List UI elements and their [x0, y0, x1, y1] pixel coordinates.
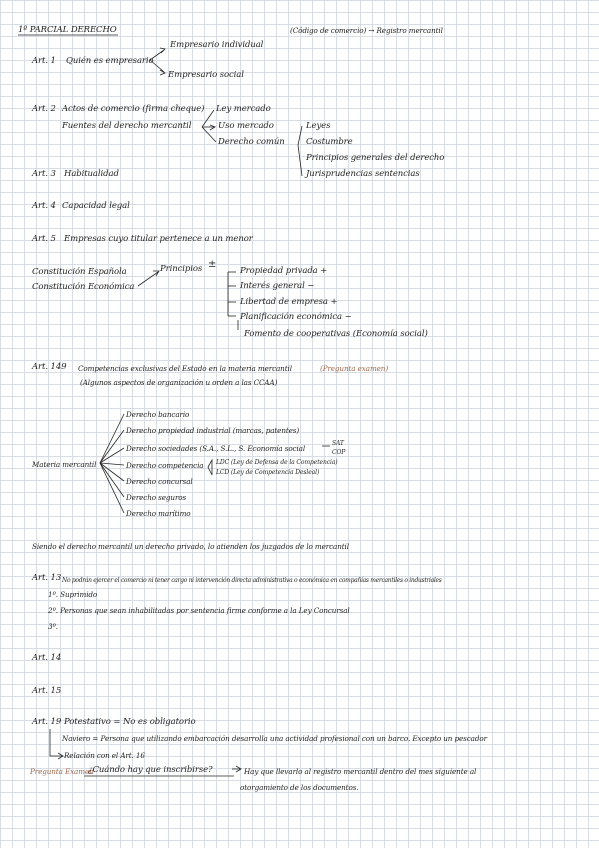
constitution-item-1: Propiedad privada + [240, 266, 328, 276]
pregunta-answer-line-2: otorgamiento de los documentos. [240, 783, 359, 792]
art19-text: Potestativo = No es obligatorio [64, 717, 196, 727]
ldc-label: LDC (Ley de Defensa de la Competencia) [216, 459, 338, 466]
art13-item-2: 2º. Personas que sean inhabilitadas por sentencia firme conforme a la Ley Concursal [48, 606, 350, 615]
art13-item-1: 1º. Suprimido [48, 590, 98, 599]
constitution-item-5: Fomento de cooperativas (Economía social) [244, 329, 428, 339]
materia-branch-3: Derecho sociedades (S.A., S.L., S. Economía social [126, 444, 306, 453]
constitution-item-2: Interés general − [240, 281, 315, 291]
materia-branch-6: Derecho seguros [126, 493, 187, 502]
constitution-line-2: Constitución Económica [32, 282, 135, 292]
constitution-item-3: Libertad de empresa + [240, 297, 338, 307]
page-title: 1º PARCIAL DERECHO [18, 25, 117, 35]
art13-label: Art. 13 [32, 573, 62, 583]
art2-source-1: Ley mercado [216, 104, 271, 114]
art5-text: Empresas cuyo titular pertenece a un menor [64, 234, 253, 244]
art149-sub: (Algunos aspectos de organización u orden a las CCAA) [80, 378, 278, 387]
art2-sub-3: Principios generales del derecho [306, 153, 445, 163]
code-note: (Código de comercio) → Registro mercantil [290, 26, 443, 35]
sat-label: SAT [332, 440, 344, 447]
constitution-line-1: Constitución Española [32, 267, 127, 277]
art15-label: Art. 15 [32, 686, 62, 696]
art149-text: Competencias exclusivas del Estado en la materia mercantil [78, 364, 292, 373]
art1-label: Art. 1 [32, 56, 56, 66]
art2-line1: Actos de comercio (firma cheque) [62, 104, 205, 114]
art19-label: Art. 19 [32, 717, 62, 727]
pregunta-label: Pregunta Examen [30, 767, 94, 776]
art149-label: Art. 149 [32, 362, 67, 372]
cop-label: COP [332, 449, 346, 456]
relacion-text: Relación con el Art. 16 [64, 751, 145, 760]
art5-label: Art. 5 [32, 234, 56, 244]
art1-branch-2: Empresario social [168, 70, 244, 80]
materia-branch-5: Derecho concursal [126, 477, 193, 486]
naviero-text: Naviero = Persona que utilizando embarcación desarrolla una actividad profesional con un barco. Excepto un pescador [62, 734, 487, 743]
art3-text: Habitualidad [64, 169, 119, 179]
materia-branch-2: Derecho propiedad industrial (marcas, patentes) [126, 426, 300, 435]
siendo-text: Siendo el derecho mercantil un derecho privado, lo atienden los juzgados de lo mercantil [32, 542, 349, 551]
art4-label: Art. 4 [32, 201, 56, 211]
art149-note: (Pregunta examen) [320, 364, 389, 373]
materia-branch-7: Derecho marítimo [126, 509, 191, 518]
art14-label: Art. 14 [32, 653, 62, 663]
materia-branch-4: Derecho competencia [126, 461, 204, 470]
art2-label: Art. 2 [32, 104, 56, 114]
art13-item-3: 3º. [48, 622, 58, 631]
materia-branch-1: Derecho bancario [126, 410, 190, 419]
art13-text: No podrán ejercer el comercio ni tener cargo ni intervención directa administrativa o económica en compañías mercantiles o industriales [62, 577, 442, 584]
art4-text: Capacidad legal [62, 201, 130, 211]
art1-text: Quién es empresario [66, 56, 154, 66]
principios-label: Principios [160, 264, 203, 274]
art2-sub-4: Jurisprudencias sentencias [306, 169, 420, 179]
art2-line2: Fuentes del derecho mercantil [62, 121, 192, 131]
constitution-item-4: Planificación económica − [240, 312, 352, 322]
art3-label: Art. 3 [32, 169, 56, 179]
art2-source-3: Derecho común [218, 137, 285, 147]
art1-branch-1: Empresario individual [170, 40, 264, 50]
art2-sub-2: Costumbre [306, 137, 353, 147]
art2-sub-1: Leyes [306, 121, 331, 131]
lcd-label: LCD (Ley de Competencia Desleal) [216, 469, 320, 476]
art2-source-2: Uso mercado [218, 121, 274, 131]
pregunta-question: ¿Cuándo hay que inscribirse? [88, 765, 213, 775]
plusminus-sign: ± [208, 259, 217, 270]
pregunta-answer-line-1: Hay que llevarlo al registro mercantil dentro del mes siguiente al [244, 767, 477, 776]
materia-mercantil-label: Materia mercantil [32, 460, 97, 469]
